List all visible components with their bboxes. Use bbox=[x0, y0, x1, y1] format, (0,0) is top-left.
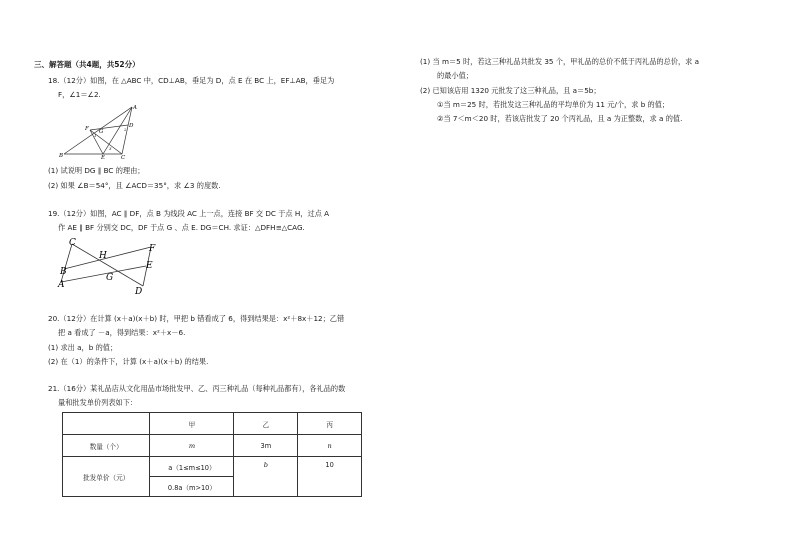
q19-label-A: A bbox=[58, 280, 65, 290]
q21-line2: 量和批发单价列表如下： bbox=[58, 398, 138, 407]
q18-angle-3: 3 bbox=[109, 146, 112, 151]
q19-label-C: C bbox=[69, 238, 76, 248]
table-cell-bing-quantity: n bbox=[298, 435, 362, 457]
q21-sub2-case2: ②当 7＜m＜20 时，若该店批发了 20 个丙礼品，且 a 为正整数，求 a 的值. bbox=[437, 114, 683, 123]
q18-angle-2: 2 bbox=[124, 127, 127, 132]
table-cell-yi-price: b bbox=[234, 457, 298, 497]
q20-sub2: (2) 在（1）的条件下，计算 (x＋a)(x＋b) 的结果. bbox=[48, 357, 209, 366]
table-cell-yi-quantity: 3m bbox=[234, 435, 298, 457]
q19-label-D: D bbox=[135, 287, 143, 297]
table-corner-cell bbox=[63, 413, 150, 435]
section-title: 三、解答题（共4题，共52分） bbox=[34, 60, 140, 69]
table-header-jia: 甲 bbox=[150, 413, 234, 435]
q18-line1: 18.（12分）如图，在 △ABC 中，CD⊥AB，垂足为 D，点 E 在 BC 上，EF⊥AB，垂足为 bbox=[48, 76, 335, 85]
q18-angle-1: 1 bbox=[94, 133, 97, 138]
q18-label-F: F bbox=[85, 126, 89, 132]
q18-label-C: C bbox=[121, 155, 126, 160]
q21-sub2-case1: ①当 m＝25 时，若批发这三种礼品的平均单价为 11 元/个，求 b 的值； bbox=[437, 100, 670, 109]
table-row-price bbox=[63, 457, 362, 477]
q19-label-G: G bbox=[106, 273, 114, 283]
q21-line1: 21.（16分）某礼品店从文化用品市场批发甲、乙、丙三种礼品（每种礼品都有），各礼品的数 bbox=[48, 384, 346, 393]
table-label-quantity: 数量（个） bbox=[63, 435, 150, 457]
table-label-price: 批发单价（元） bbox=[63, 457, 150, 497]
q21-sub1-line2: 的最小值； bbox=[437, 71, 473, 80]
price-table bbox=[62, 412, 362, 497]
q20-sub1: (1) 求出 a，b 的值； bbox=[48, 343, 118, 352]
q19-label-B: B bbox=[60, 267, 67, 277]
table-row-quantity bbox=[63, 435, 362, 457]
table-cell-jia-quantity: m bbox=[150, 435, 234, 457]
q18-figure bbox=[56, 102, 142, 162]
q18-sub2: (2) 如果 ∠B＝54°，且 ∠ACD＝35°，求 ∠3 的度数. bbox=[48, 181, 221, 190]
q21-sub1-line1: (1) 当 m＝5 时，若这三种礼品共批发 35 个，甲礼品的总价不低于丙礼品的总价，求 a bbox=[420, 57, 700, 66]
table-cell-jia-price-a: a（1≤m≤10） bbox=[150, 457, 234, 477]
q18-sub1: (1) 试说明 DG ∥ BC 的理由； bbox=[48, 166, 145, 175]
q19-label-H: H bbox=[99, 251, 107, 261]
table-cell-jia-price-b: 0.8a（m>10） bbox=[150, 477, 234, 497]
q19-figure bbox=[56, 236, 168, 300]
q20-line1: 20.（12分）在计算 (x＋a)(x＋b) 时，甲把 b 错看成了 6，得到结果是：x²＋8x＋12；乙错 bbox=[48, 314, 345, 323]
q19-line2: 作 AE ∥ BF 分别交 DC，DF 于点 G 、点 E. DG＝CH. 求证：△DFH≌△CAG. bbox=[58, 223, 305, 232]
q18-label-A: A bbox=[133, 105, 137, 111]
q18-line2: F，∠1＝∠2. bbox=[58, 90, 101, 99]
q19-line1: 19.（12分）如图，AC ∥ DF，点 B 为线段 AC 上一点，连接 BF 交 DC 于点 H，过点 A bbox=[48, 209, 330, 218]
q18-label-E: E bbox=[101, 155, 106, 160]
q18-label-G: G bbox=[99, 129, 104, 135]
q19-label-E: E bbox=[146, 261, 153, 271]
q20-line2: 把 a 看成了 －a，得到结果：x²＋x－6. bbox=[58, 328, 186, 337]
table-header-yi: 乙 bbox=[234, 413, 298, 435]
q18-label-B: B bbox=[59, 153, 64, 159]
table-header-bing: 丙 bbox=[298, 413, 362, 435]
q19-label-F: F bbox=[149, 244, 156, 254]
table-header-row bbox=[63, 413, 362, 435]
table-cell-bing-price: 10 bbox=[298, 457, 362, 497]
q18-label-D: D bbox=[129, 123, 134, 129]
q21-sub2-line1: (2) 已知该店用 1320 元批发了这三种礼品，且 a＝5b； bbox=[420, 86, 601, 95]
